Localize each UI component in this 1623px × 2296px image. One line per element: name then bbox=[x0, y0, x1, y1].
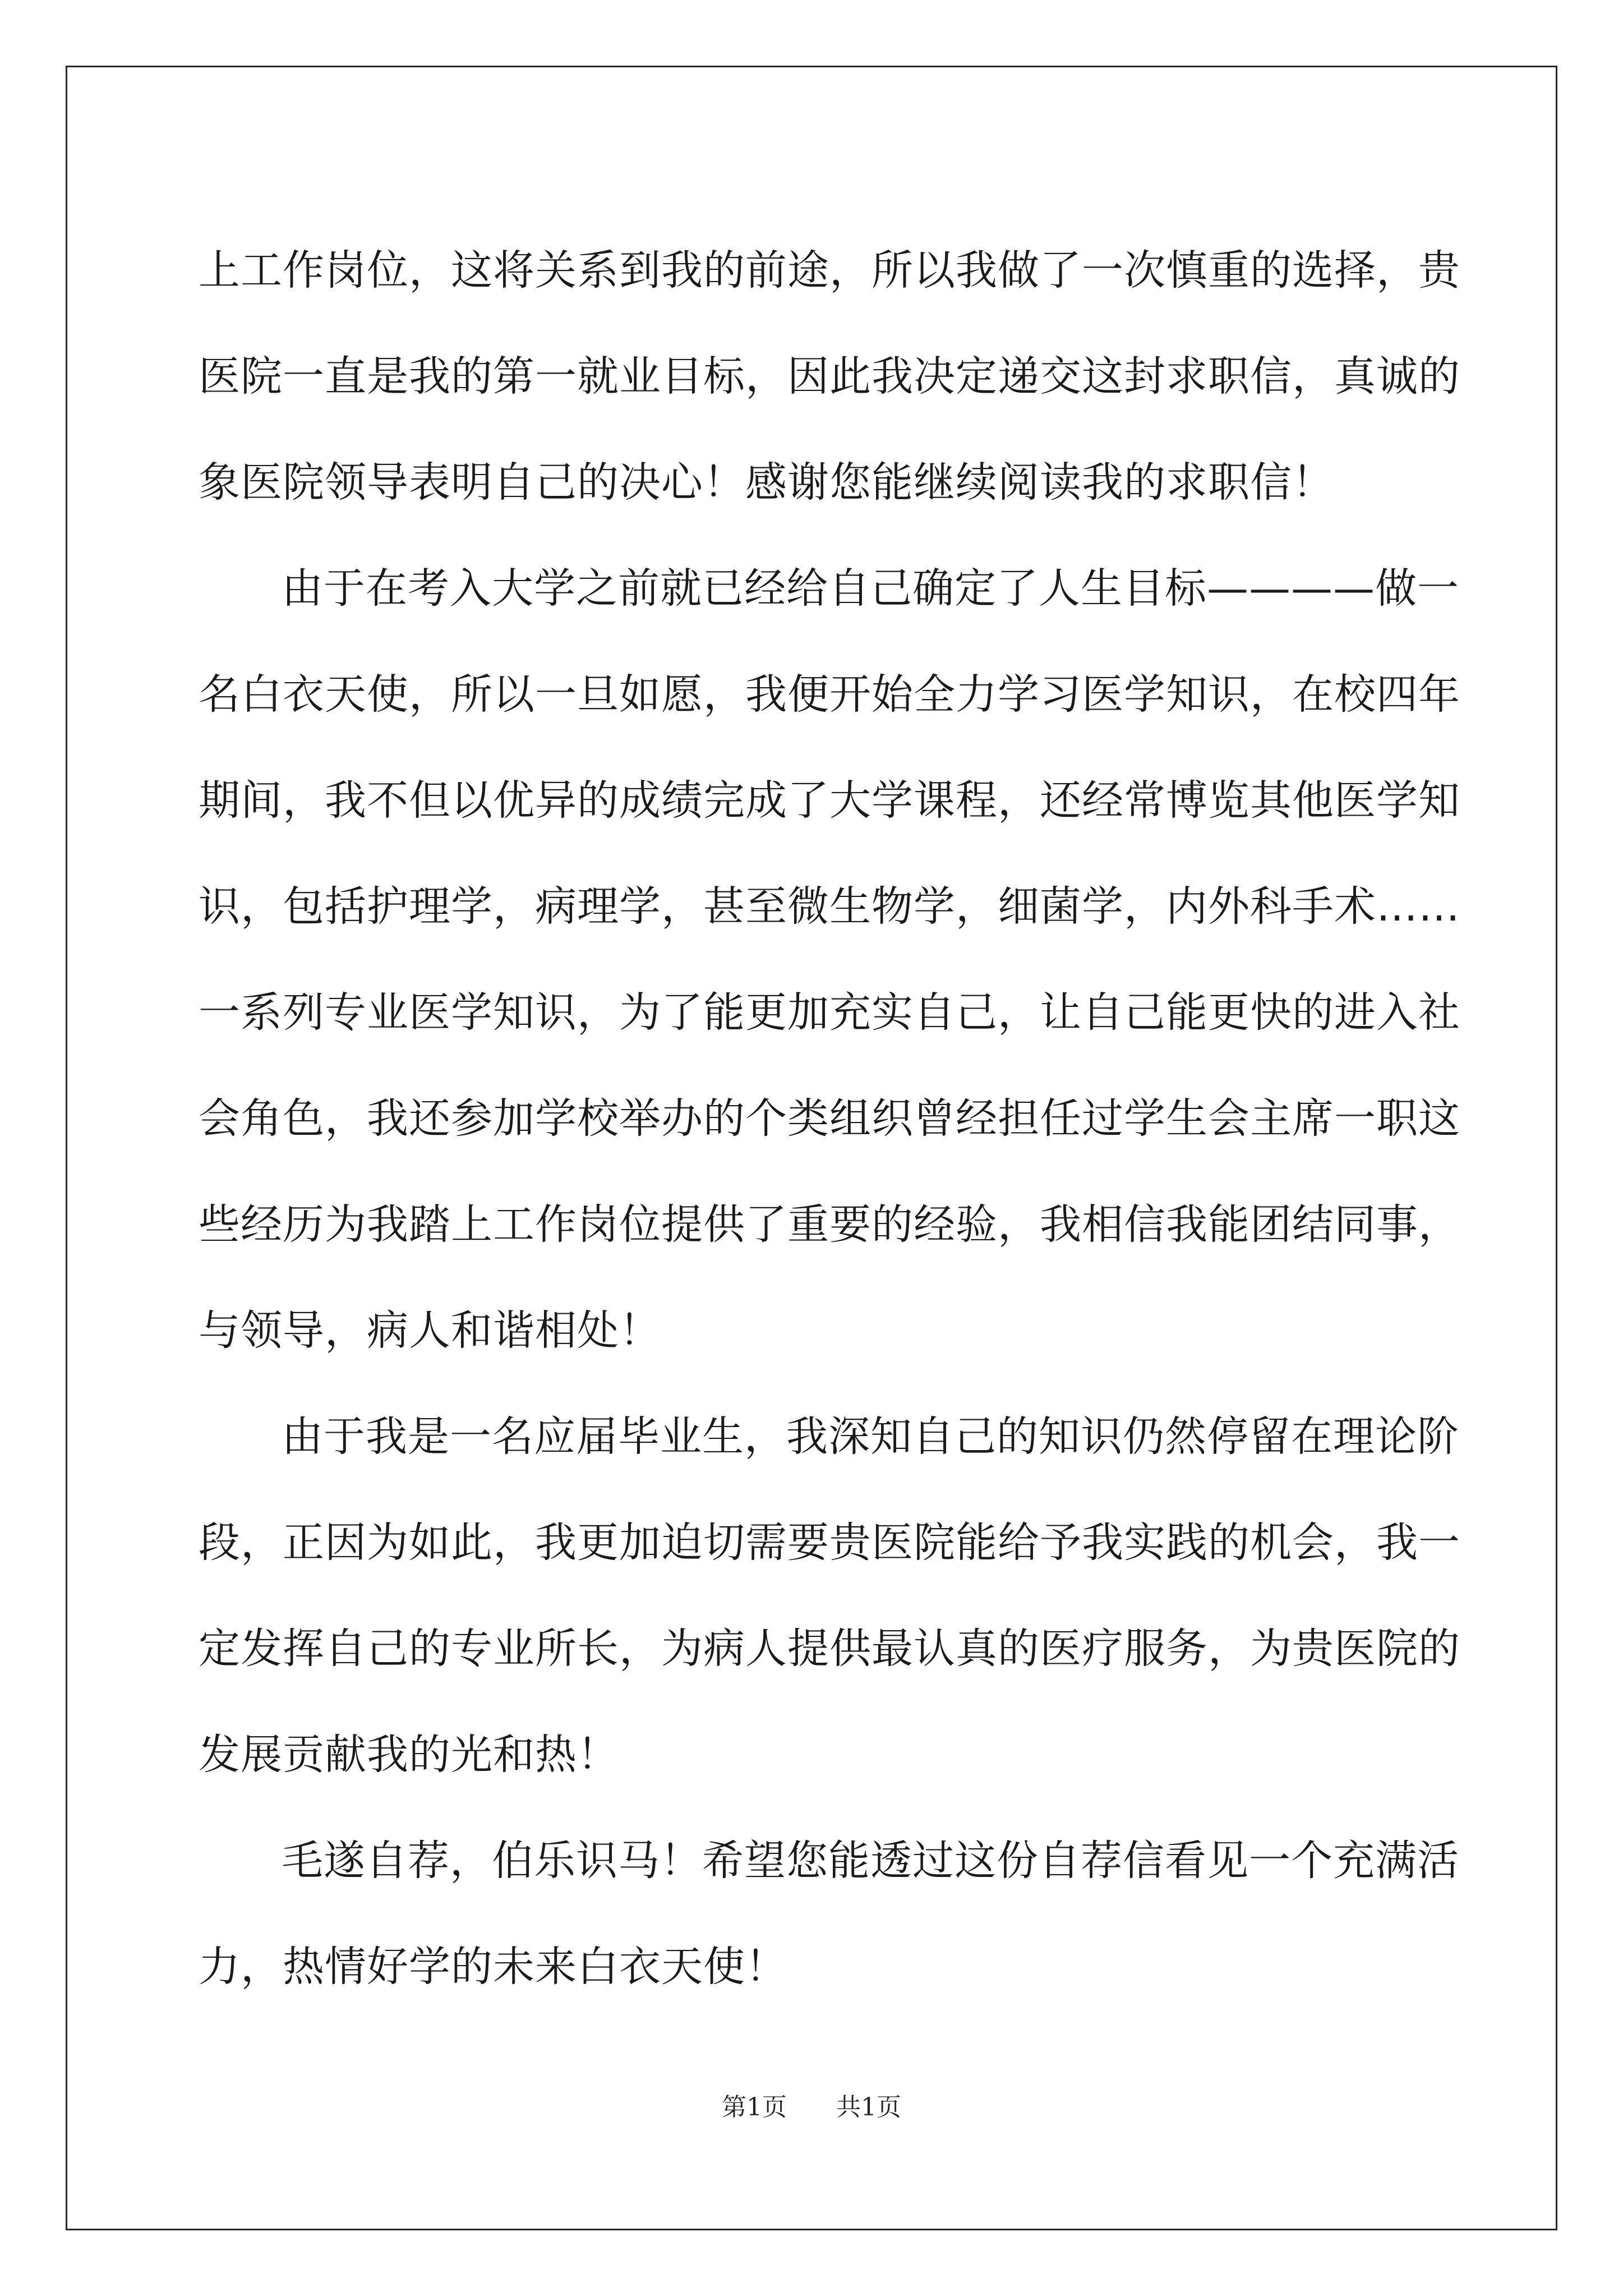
page-number-total: 共1页 bbox=[836, 2093, 901, 2122]
text-line: 发展贡献我的光和热！ bbox=[199, 1731, 619, 1779]
letter-body bbox=[199, 218, 1460, 2020]
text-line: 定发挥自己的专业所长，为病人提供最认真的医疗服务，为贵医院的 bbox=[199, 1625, 1460, 1673]
paragraph-start-line: 毛遂自荐，伯乐识马！希望您能透过这份自荐信看见一个充满活 bbox=[282, 1837, 1459, 1885]
text-line: 医院一直是我的第一就业目标，因此我决定递交这封求职信，真诚的 bbox=[199, 352, 1460, 401]
text-line: 些经历为我踏上工作岗位提供了重要的经验，我相信我能团结同事， bbox=[199, 1200, 1460, 1249]
paragraph-start-line: 由于在考入大学之前就已经给自己确定了人生目标————做一 bbox=[282, 564, 1459, 613]
text-line: 一系列专业医学知识，为了能更加充实自己，让自己能更快的进入社 bbox=[199, 988, 1460, 1037]
page-number-current: 第1页 bbox=[722, 2093, 787, 2122]
text-line: 上工作岗位，这将关系到我的前途，所以我做了一次慎重的选择，贵 bbox=[199, 246, 1460, 295]
text-line: 期间，我不但以优异的成绩完成了大学课程，还经常博览其他医学知 bbox=[199, 776, 1460, 825]
text-line: 力，热情好学的未来白衣天使！ bbox=[199, 1943, 787, 1991]
text-line: 与领导，病人和谐相处！ bbox=[199, 1306, 661, 1355]
text-line: 识，包括护理学，病理学，甚至微生物学，细菌学，内外科手术…… bbox=[199, 882, 1460, 931]
text-line: 名白衣天使，所以一旦如愿，我便开始全力学习医学知识，在校四年 bbox=[199, 670, 1460, 719]
text-line: 会角色，我还参加学校举办的个类组织曾经担任过学生会主席一职这 bbox=[199, 1094, 1460, 1143]
text-line: 段，正因为如此，我更加迫切需要贵医院能给予我实践的机会，我一 bbox=[199, 1519, 1460, 1567]
page-footer bbox=[0, 2087, 1623, 2123]
text-line: 象医院领导表明自己的决心！感谢您能继续阅读我的求职信！ bbox=[199, 458, 1334, 507]
paragraph-start-line: 由于我是一名应届毕业生，我深知自己的知识仍然停留在理论阶 bbox=[282, 1412, 1459, 1461]
